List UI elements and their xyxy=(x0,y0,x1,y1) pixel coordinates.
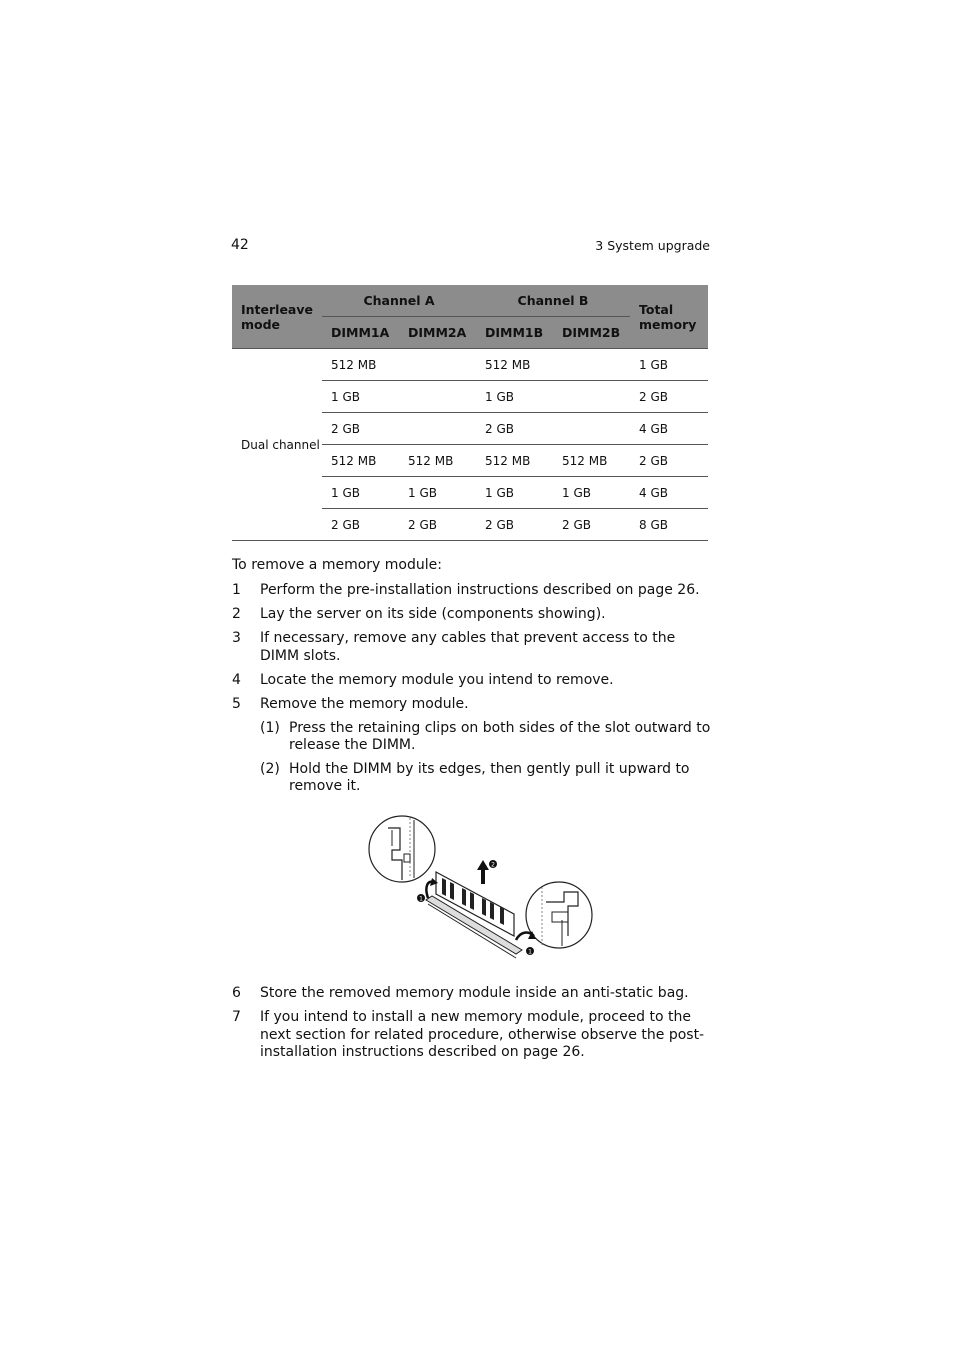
step-number: 1 xyxy=(232,582,241,598)
substep-number: (2) xyxy=(260,760,280,777)
table-cell: 2 GB xyxy=(322,509,399,541)
step-text: Store the removed memory module inside an anti-static bag. xyxy=(260,985,689,1001)
page-number: 42 xyxy=(231,237,249,253)
table-cell: 1 GB xyxy=(476,477,553,509)
step-text: Lay the server on its side (components showing). xyxy=(260,606,606,622)
steps-list xyxy=(232,582,712,802)
memory-config-table xyxy=(232,285,708,541)
table-cell: 2 GB xyxy=(553,509,630,541)
step-text: Perform the pre-installation instructions described on page 26. xyxy=(260,582,700,598)
callout-2: 2 xyxy=(491,861,495,869)
header-dimm2a: DIMM2A xyxy=(399,317,476,349)
table-cell: 512 MB xyxy=(476,445,553,477)
step-2 xyxy=(232,606,712,624)
step-text: If you intend to install a new memory module, proceed to the next section for related procedure, otherwise observe the post-installation instructions described on page 26. xyxy=(260,1009,705,1060)
substep-text: Press the retaining clips on both sides of the slot outward to release the DIMM. xyxy=(289,719,711,753)
step-5 xyxy=(232,696,712,714)
table-cell xyxy=(399,413,476,445)
table-cell: 4 GB xyxy=(630,477,708,509)
header-channel-a: Channel A xyxy=(322,285,476,317)
table-cell xyxy=(553,349,630,381)
step-number: 3 xyxy=(232,630,241,646)
step-6 xyxy=(232,985,712,1003)
header-dimm1a: DIMM1A xyxy=(322,317,399,349)
callout-1-right: 1 xyxy=(528,948,532,956)
step-text: Locate the memory module you intend to remove. xyxy=(260,671,614,688)
table-cell xyxy=(553,381,630,413)
step-text: If necessary, remove any cables that prevent access to the DIMM slots. xyxy=(260,630,676,664)
step-4 xyxy=(232,672,712,690)
table-cell: 512 MB xyxy=(553,445,630,477)
header-channel-b: Channel B xyxy=(476,285,630,317)
substep-1 xyxy=(260,720,712,755)
table-cell: 2 GB xyxy=(630,445,708,477)
table-cell: 1 GB xyxy=(553,477,630,509)
step-7 xyxy=(232,1009,712,1062)
header-dimm1b: DIMM1B xyxy=(476,317,553,349)
header-total-memory: Total memory xyxy=(630,285,708,349)
step-3 xyxy=(232,630,712,665)
substep-number: (1) xyxy=(260,719,280,736)
step-number: 6 xyxy=(232,985,241,1001)
table-cell xyxy=(553,413,630,445)
table-cell: 512 MB xyxy=(322,445,399,477)
table-cell: 1 GB xyxy=(399,477,476,509)
table-row xyxy=(232,349,708,381)
running-head: 3 System upgrade xyxy=(595,238,710,253)
step-number: 5 xyxy=(232,695,241,712)
interleave-mode-cell: Dual channel xyxy=(232,349,322,541)
table-cell: 512 MB xyxy=(399,445,476,477)
procedure-intro: To remove a memory module: xyxy=(232,557,442,573)
table-cell: 1 GB xyxy=(630,349,708,381)
table-cell: 512 MB xyxy=(476,349,553,381)
step-number: 7 xyxy=(232,1009,241,1025)
steps-list-continued xyxy=(232,985,712,1068)
substep-text: Hold the DIMM by its edges, then gently pull it upward to remove it. xyxy=(289,760,690,794)
table-cell: 2 GB xyxy=(476,509,553,541)
table-cell: 2 GB xyxy=(399,509,476,541)
step-number: 4 xyxy=(232,671,241,688)
table-cell xyxy=(399,349,476,381)
table-cell: 4 GB xyxy=(630,413,708,445)
table-cell: 1 GB xyxy=(322,381,399,413)
table-cell: 8 GB xyxy=(630,509,708,541)
table-cell: 1 GB xyxy=(322,477,399,509)
substep-2 xyxy=(260,761,712,796)
table-cell: 2 GB xyxy=(630,381,708,413)
table-cell xyxy=(399,381,476,413)
table-cell: 2 GB xyxy=(322,413,399,445)
table-cell: 512 MB xyxy=(322,349,399,381)
table-cell: 2 GB xyxy=(476,413,553,445)
step-1 xyxy=(232,582,712,600)
header-interleave-mode: Interleave mode xyxy=(232,285,322,349)
header-dimm2b: DIMM2B xyxy=(553,317,630,349)
step-text: Remove the memory module. xyxy=(260,695,469,712)
dimm-removal-illustration xyxy=(366,812,596,964)
step-number: 2 xyxy=(232,606,241,622)
callout-1-left: 1 xyxy=(419,895,423,903)
table-cell: 1 GB xyxy=(476,381,553,413)
